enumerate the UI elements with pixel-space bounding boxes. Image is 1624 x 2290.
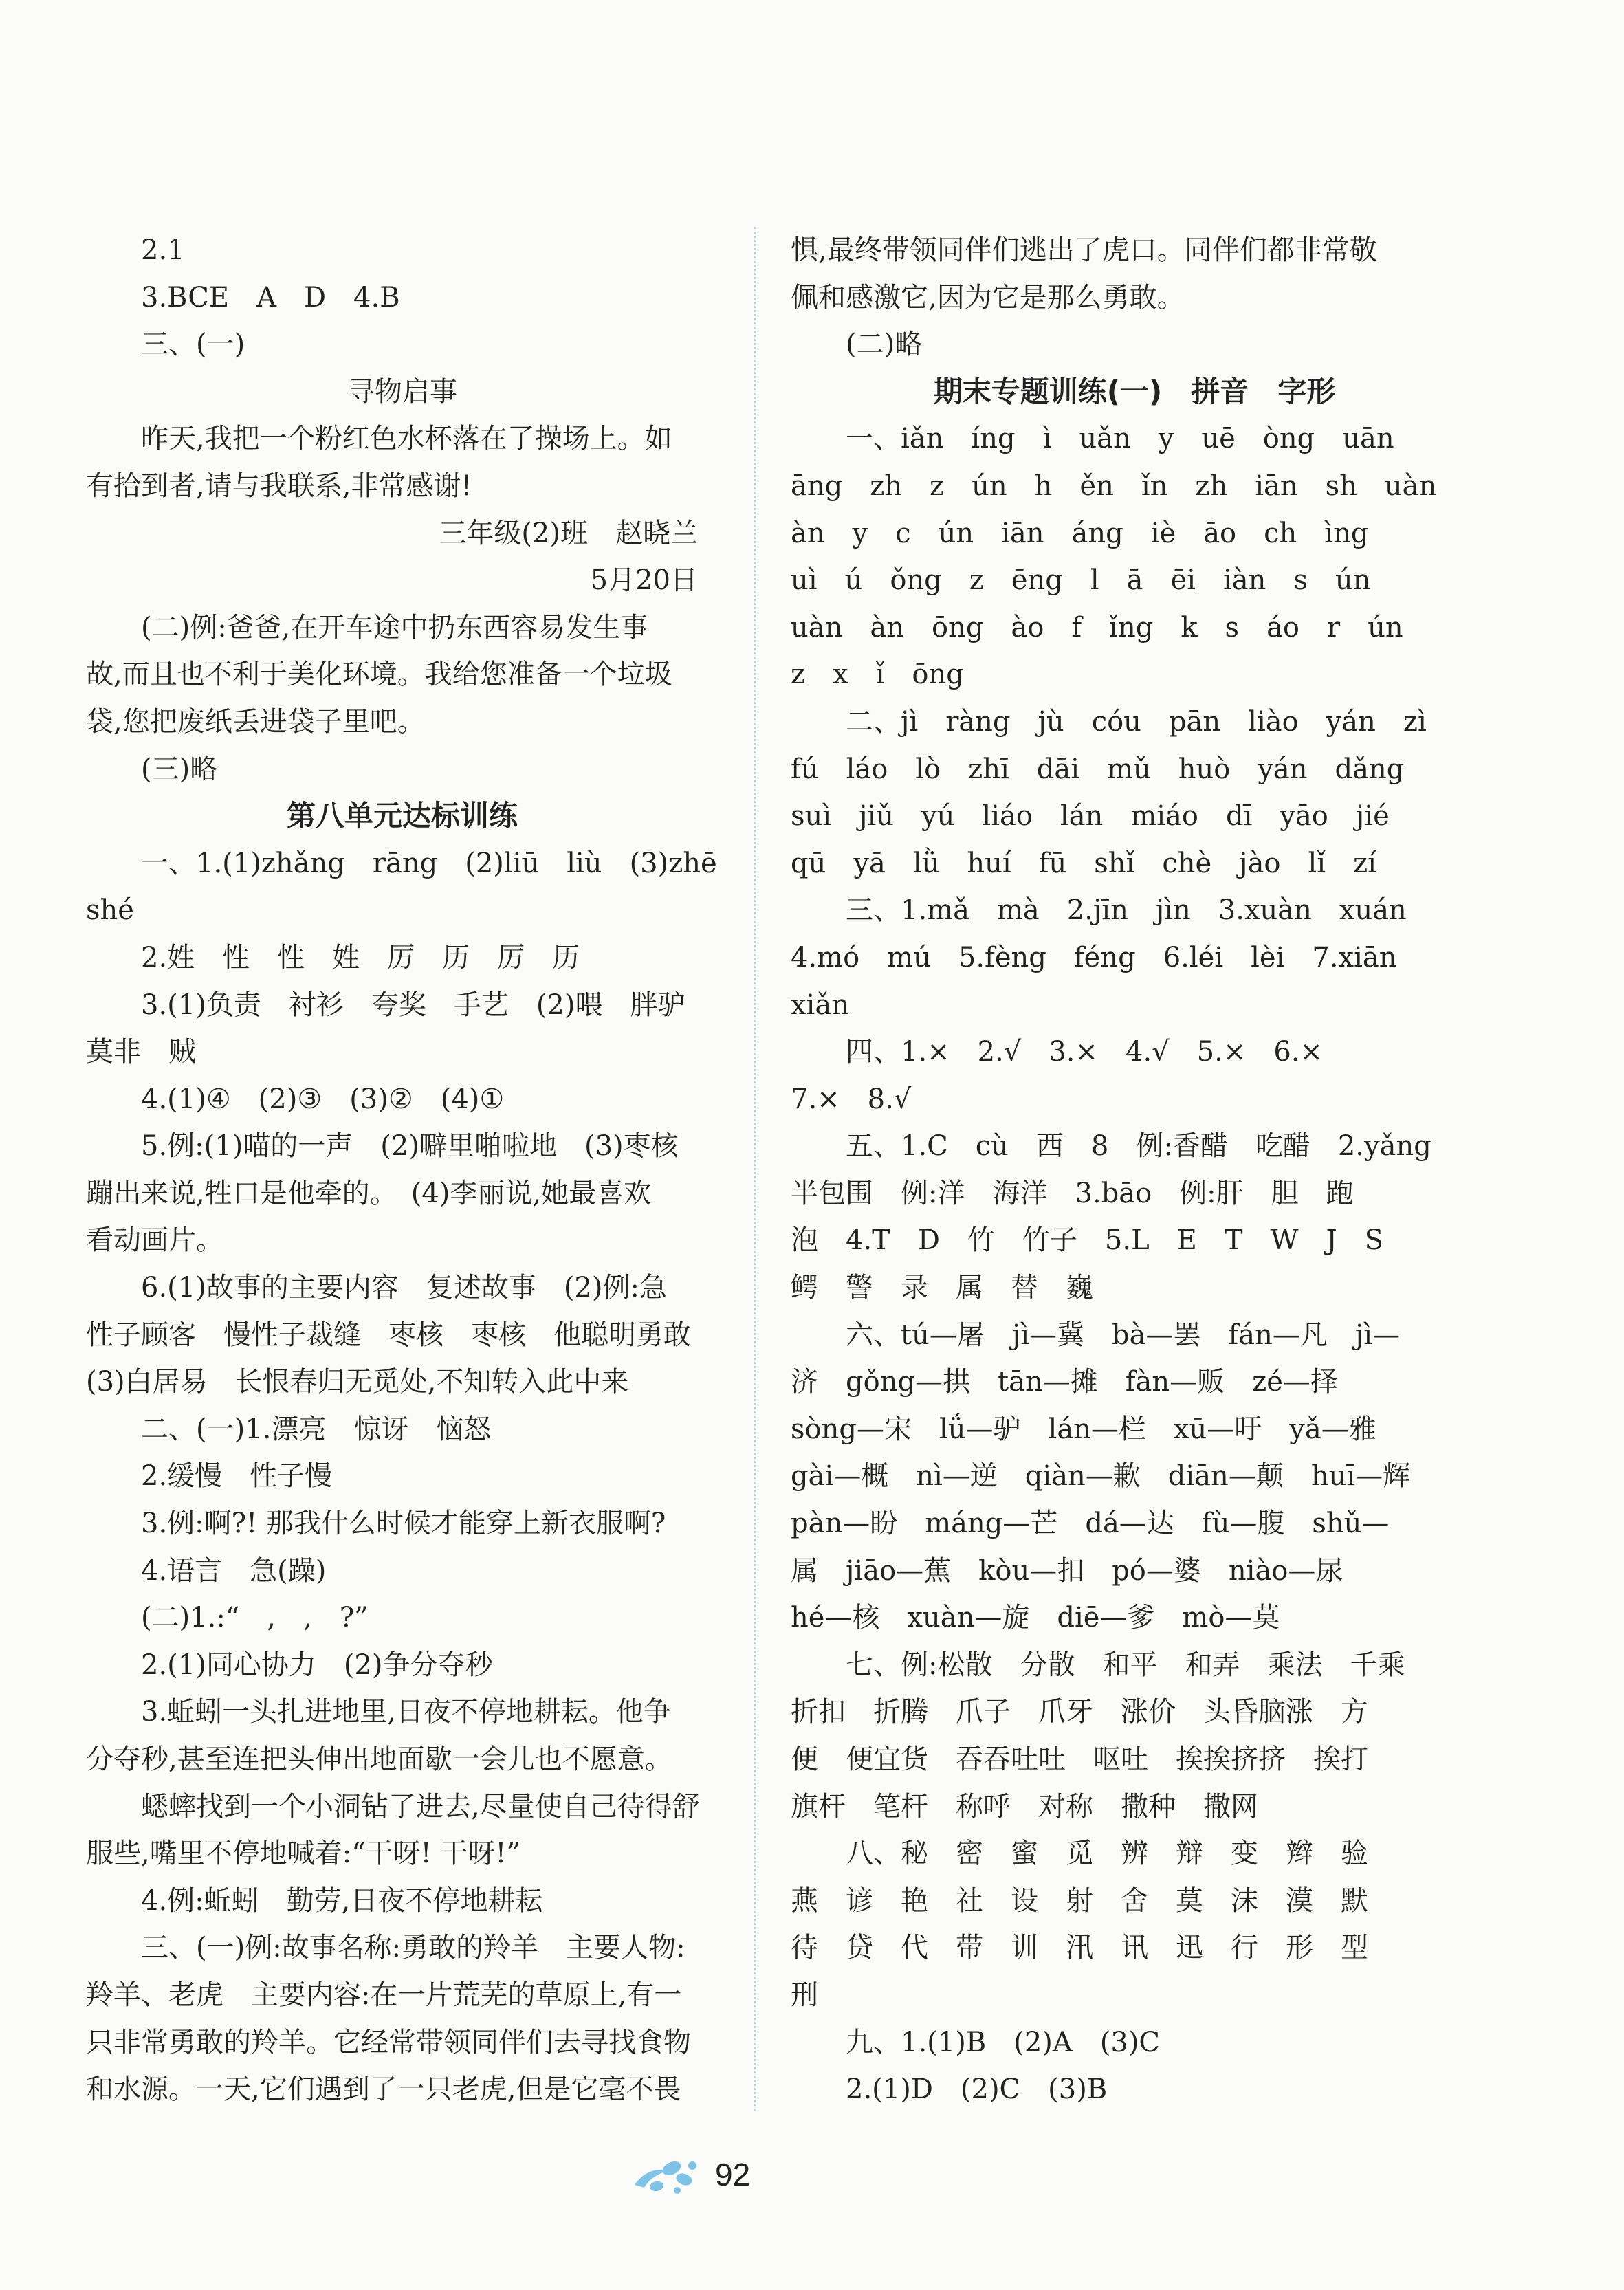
text-line: 5.例:(1)喵的一声 (2)噼里啪啦地 (3)枣核 — [141, 1130, 679, 1163]
text-line: 2.(1)D (2)C (3)B — [846, 2073, 1108, 2106]
text-line: 4.例:蚯蚓 勤劳,日夜不停地耕耘 — [141, 1884, 543, 1917]
text-line: 属 jiāo—蕉 kòu—扣 pó—婆 niào—尿 — [791, 1554, 1343, 1587]
text-line: (三)略 — [141, 753, 218, 785]
text-line: shé — [86, 894, 134, 927]
text-line: 一、iǎn íng ì uǎn y uē òng uān — [846, 423, 1394, 455]
left-column — [86, 227, 718, 2113]
text-line: gài—概 nì—逆 qiàn—歉 diān—颠 huī—辉 — [791, 1460, 1411, 1493]
text-line: 看动画片。 — [86, 1224, 223, 1257]
text-line: 二、(一)1.漂亮 惊讶 恼怒 — [141, 1413, 492, 1445]
text-line: (二)1.:“ , , ?” — [141, 1602, 369, 1634]
text-line: 一、1.(1)zhǎng rāng (2)liū liù (3)zhē — [141, 847, 717, 879]
text-line: 二、jì ràng jù cóu pān liào yán zì — [846, 705, 1427, 738]
text-line: (3)白居易 长恨春归无觅处,不知转入此中来 — [86, 1366, 629, 1398]
page-number: 92 — [715, 2157, 751, 2192]
text-line: sòng—宋 lǘ—驴 lán—栏 xū—吁 yǎ—雅 — [791, 1413, 1376, 1445]
text-line: 3.(1)负责 衬衫 夸奖 手艺 (2)喂 胖驴 — [141, 989, 685, 1021]
text-line: 4.mó mú 5.fèng féng 6.léi lèi 7.xiān — [791, 941, 1397, 973]
text-line: hé—核 xuàn—旋 diē—爹 mò—莫 — [791, 1602, 1280, 1634]
text-line: 半包围 例:洋 海洋 3.bāo 例:肝 胆 跑 — [791, 1177, 1354, 1209]
text-line: qū yā lǜ huí fū shǐ chè jào lǐ zí — [791, 847, 1376, 879]
text-line: 便 便宜货 吞吞吐吐 呕吐 挨挨挤挤 挨打 — [791, 1743, 1368, 1775]
text-line: 济 gǒng—拱 tān—摊 fàn—贩 zé—择 — [791, 1366, 1338, 1398]
text-line: 昨天,我把一个粉红色水杯落在了操场上。如 — [141, 423, 672, 455]
text-line: 佩和感激它,因为它是那么勇敢。 — [791, 281, 1185, 313]
text-line: uì ú ǒng z ēng l ā ēi iàn s ún — [791, 564, 1371, 597]
text-line: (二)略 — [846, 329, 923, 361]
flower-icon — [629, 2152, 705, 2200]
text-line: 三、(一) — [141, 329, 245, 361]
text-line: 羚羊、老虎 主要内容:在一片荒芜的草原上,有一 — [86, 1979, 682, 2011]
text-line: 有拾到者,请与我联系,非常感谢! — [86, 470, 472, 502]
text-line: 莫非 贼 — [86, 1036, 196, 1068]
text-line: 2.姓 性 性 姓 厉 历 厉 历 — [141, 941, 580, 973]
text-line: 待 贷 代 带 训 汛 讯 迅 行 形 型 — [791, 1932, 1368, 1964]
text-line: 七、例:松散 分散 和平 和弄 乘法 千乘 — [846, 1649, 1405, 1681]
text-line: 四、1.× 2.√ 3.× 4.√ 5.× 6.× — [846, 1036, 1324, 1068]
column-divider — [754, 227, 756, 2111]
text-line: 和水源。一天,它们遇到了一只老虎,但是它毫不畏 — [86, 2073, 681, 2106]
text-line: 2.缓慢 性子慢 — [141, 1460, 333, 1493]
text-line: fú láo lò zhī dāi mǔ huò yán dǎng — [791, 753, 1405, 785]
text-line: 只非常勇敢的羚羊。它经常带领同伴们去寻找食物 — [86, 2026, 691, 2058]
text-line: āng zh z ún h ěn ǐn zh iān sh uàn — [791, 470, 1437, 502]
text-line: àn y c ún iān áng iè āo ch ìng — [791, 517, 1369, 549]
text-line: 3.BCE A D 4.B — [141, 281, 400, 313]
page-footer — [0, 2152, 1624, 2207]
text-line: 3.例:啊?! 那我什么时候才能穿上新衣服啊? — [141, 1508, 666, 1540]
text-line: z x ǐ ōng — [791, 659, 964, 691]
text-line: 2.1 — [141, 234, 185, 266]
text-line: 三、(一)例:故事名称:勇敢的羚羊 主要人物: — [141, 1932, 685, 1964]
text-line: 蹦出来说,牲口是他牵的。 (4)李丽说,她最喜欢 — [86, 1177, 652, 1209]
text-line: 故,而且也不利于美化环境。我给您准备一个垃圾 — [86, 659, 672, 691]
text-line: pàn—盼 máng—芒 dá—达 fù—腹 shǔ— — [791, 1508, 1390, 1540]
text-line: 九、1.(1)B (2)A (3)C — [846, 2026, 1161, 2058]
text-line: 性子顾客 慢性子裁缝 枣核 枣核 他聪明勇敢 — [86, 1319, 691, 1351]
text-line: 六、tú—屠 jì—冀 bà—罢 fán—凡 jì— — [846, 1319, 1401, 1351]
text-line: xiǎn — [791, 989, 849, 1021]
section-heading: 期末专题训练(一) 拼音 字形 — [933, 374, 1336, 408]
section-heading: 第八单元达标训练 — [286, 799, 518, 833]
text-line: 4.(1)④ (2)③ (3)② (4)① — [141, 1083, 505, 1115]
text-line: 三、1.mǎ mà 2.jīn jìn 3.xuàn xuán — [846, 894, 1407, 927]
text-line: 刑 — [791, 1979, 818, 2011]
text-line: 三年级(2)班 赵晓兰 — [439, 517, 698, 549]
text-line: 6.(1)故事的主要内容 复述故事 (2)例:急 — [141, 1272, 667, 1304]
text-line: suì jiǔ yú liáo lán miáo dī yāo jié — [791, 800, 1390, 833]
text-line: 五、1.C cù 西 8 例:香醋 吃醋 2.yǎng — [846, 1130, 1431, 1163]
text-line: 2.(1)同心协力 (2)争分夺秒 — [141, 1649, 493, 1681]
text-line: 八、秘 密 蜜 觅 辨 辩 变 辫 验 — [846, 1838, 1368, 1870]
text-line: 燕 谚 艳 社 设 射 舍 莫 沫 漠 默 — [791, 1884, 1368, 1917]
text-line: 7.× 8.√ — [791, 1083, 912, 1115]
text-line: 3.蚯蚓一头扎进地里,日夜不停地耕耘。他争 — [141, 1696, 671, 1728]
text-line: 分夺秒,甚至连把头伸出地面歇一会儿也不愿意。 — [86, 1743, 672, 1775]
text-line: 折扣 折腾 爪子 爪牙 涨价 头昏脑涨 方 — [791, 1696, 1368, 1728]
text-line: 5月20日 — [590, 564, 698, 597]
right-column — [791, 227, 1478, 2113]
text-line: (二)例:爸爸,在开车途中扔东西容易发生事 — [141, 611, 648, 643]
text-line: 袋,您把废纸丢进袋子里吧。 — [86, 705, 425, 738]
text-line: 泡 4.T D 竹 竹子 5.L E T W J S — [791, 1224, 1384, 1257]
text-line: 4.语言 急(躁) — [141, 1554, 327, 1587]
text-line: 鳄 警 录 属 替 巍 — [791, 1272, 1093, 1304]
text-line: 蟋蟀找到一个小洞钻了进去,尽量使自己待得舒 — [141, 1790, 700, 1823]
text-line: 旗杆 笔杆 称呼 对称 撒种 撒网 — [791, 1790, 1258, 1823]
text-line: uàn àn ōng ào f ǐng k s áo r ún — [791, 611, 1403, 643]
text-line: 服些,嘴里不停地喊着:“干呀! 干呀!” — [86, 1838, 520, 1870]
text-line: 惧,最终带领同伴们逃出了虎口。同伴们都非常敬 — [791, 234, 1377, 266]
text-line: 寻物启事 — [347, 375, 457, 408]
